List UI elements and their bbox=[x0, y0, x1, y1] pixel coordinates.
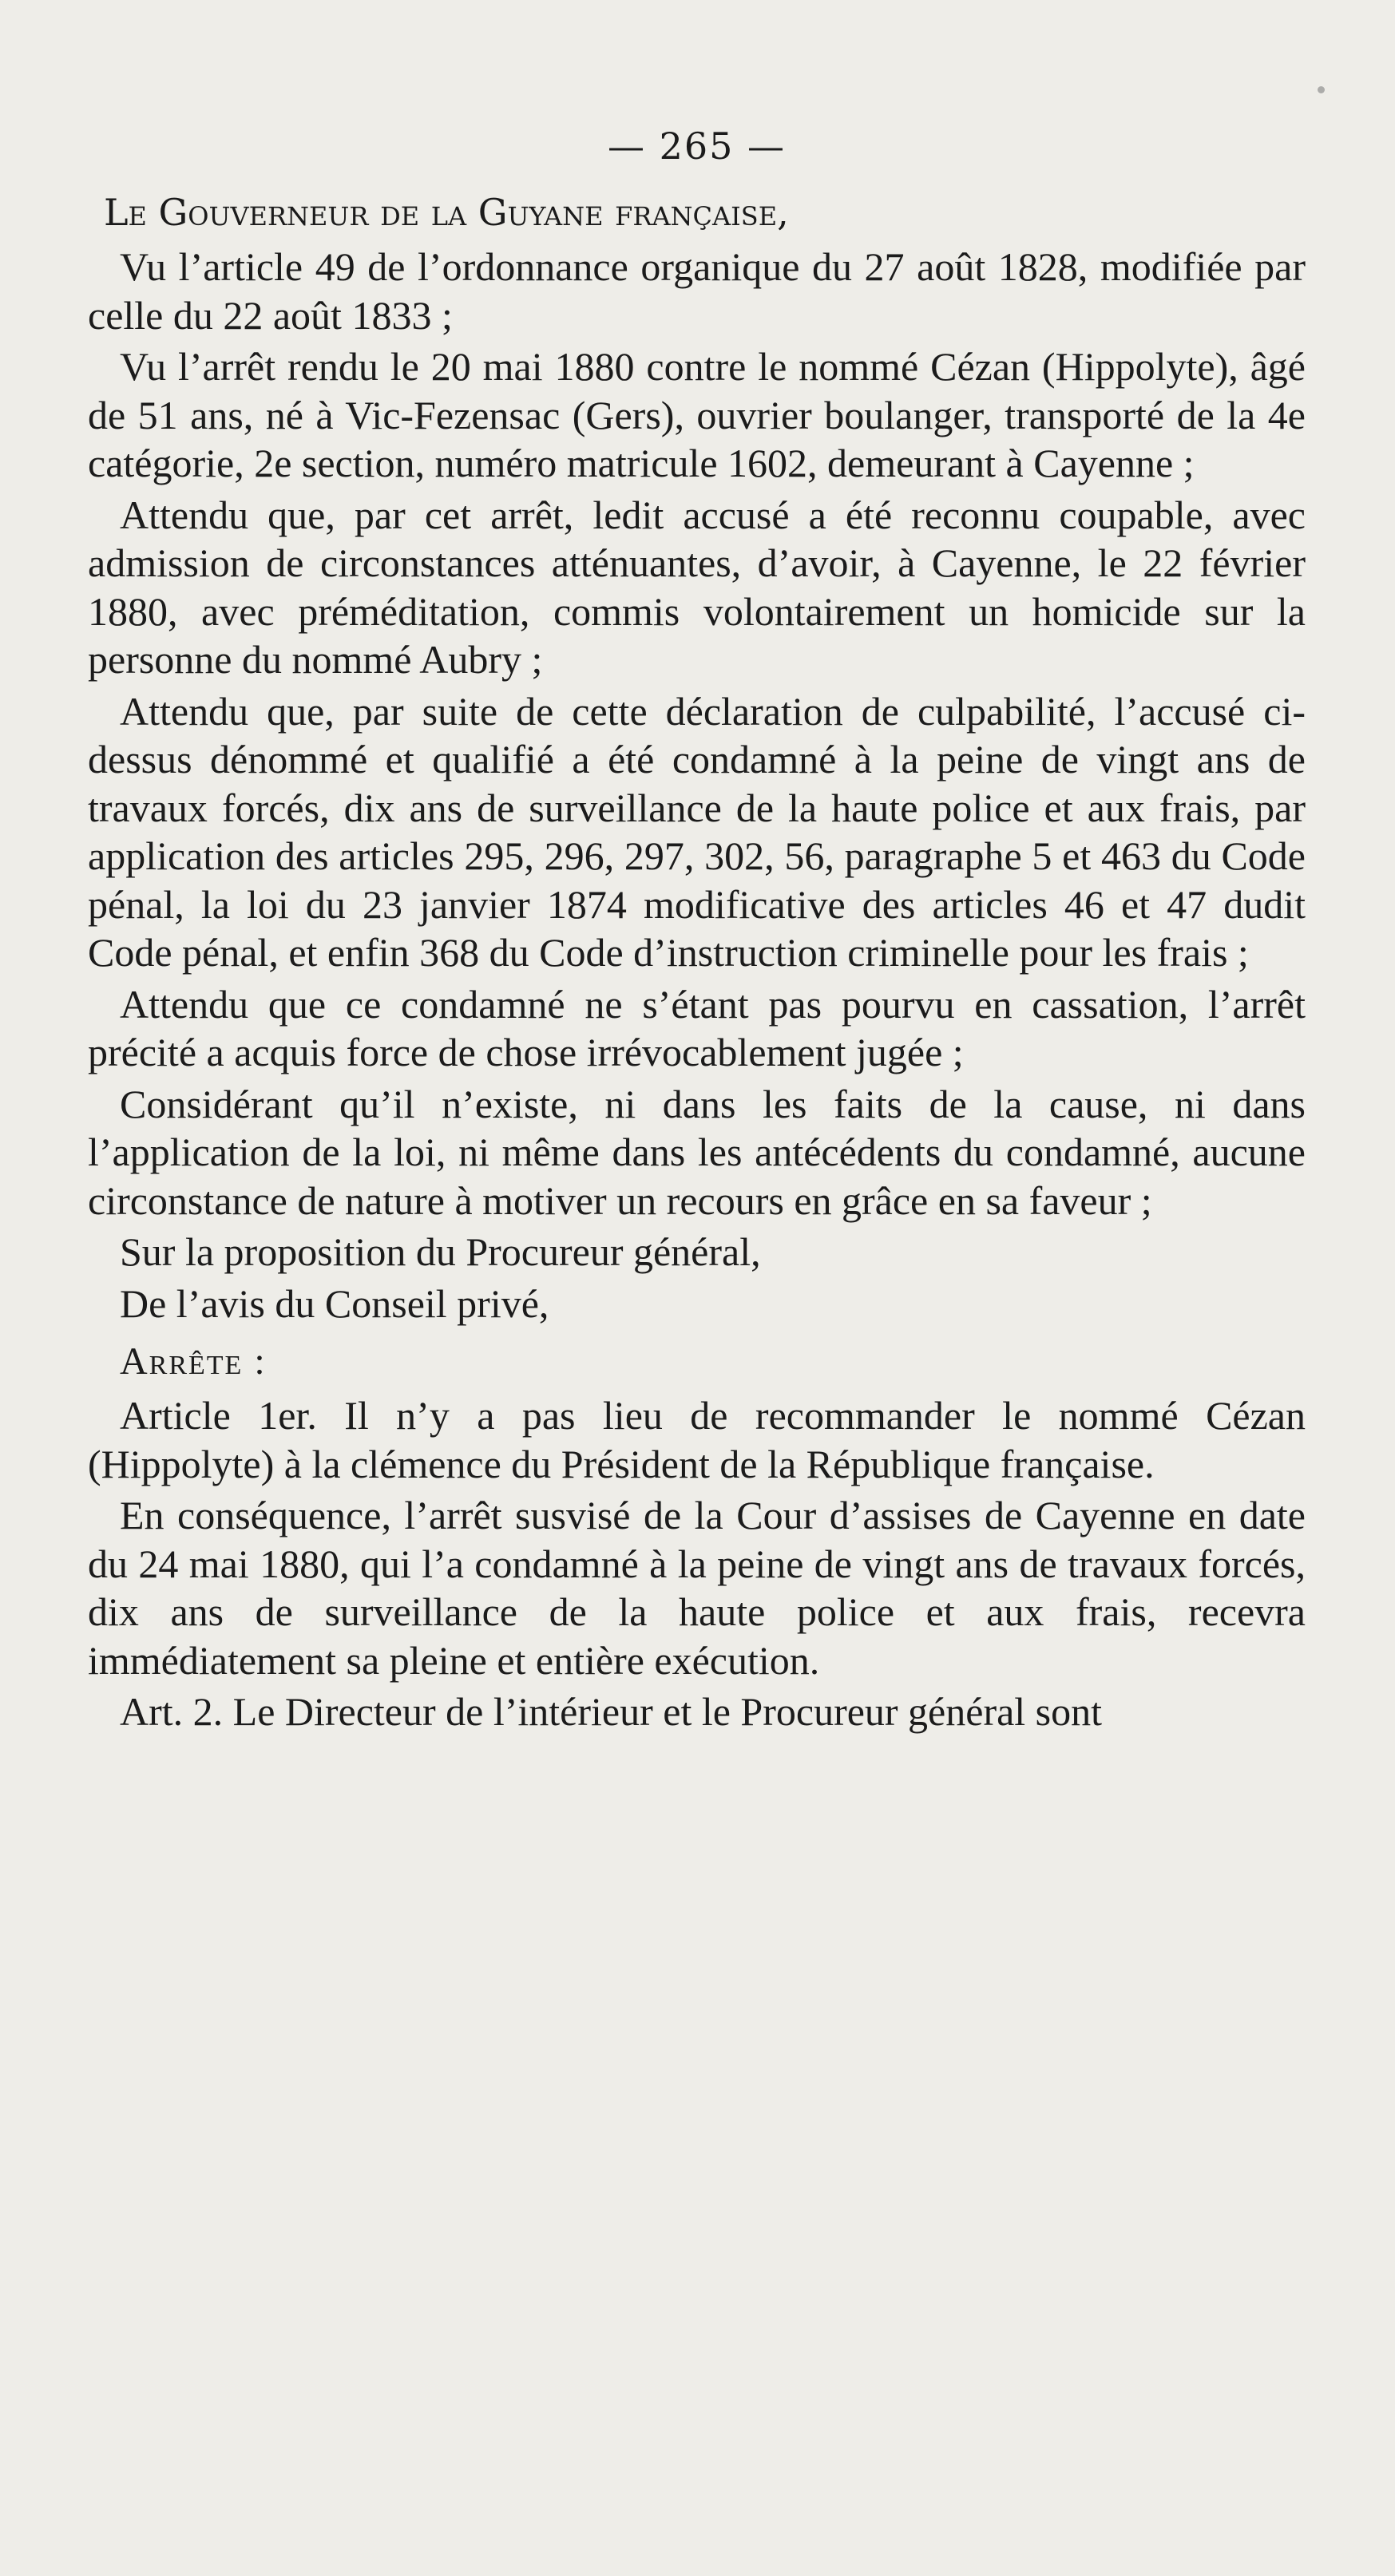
decree-heading: Le Gouverneur de la Guyane française, bbox=[104, 191, 789, 234]
arrete-label: Arrête : bbox=[120, 1340, 267, 1383]
paragraph-vu-arret: Vu l’arrêt rendu le 20 mai 1880 contre le nommé Cézan (Hippolyte), âgé de 51 ans, né à Vic-Fezensac (Gers), ouvrier boulanger, transporté de la 4e catégorie, 2e section, numéro matricule 1602, demeurant à Cayenne ; bbox=[88, 344, 1306, 485]
paragraph-considerant: Considérant qu’il n’existe, ni dans les faits de la cause, ni dans l’application de la loi, ni même dans les antécédents du condamné, aucune circonstance de nature à motiver un recours en grâce en sa faveur ; bbox=[88, 1081, 1306, 1223]
paragraph-attendu-condamne: Attendu que, par suite de cette déclaration de culpabilité, l’accusé ci-dessus dénommé et qualifié a été condamné à la peine de vingt ans de travaux forcés, dix ans de surveillance de la haute police et aux frais, par application des articles 295, 296, 297, 302, 56, paragraphe 5 et 463 du Code pénal, la loi du 23 janvier 1874 modificative des articles 46 et 47 dudit Code pénal, et enfin 368 du Code d’instruction criminelle pour les frais ; bbox=[88, 688, 1306, 975]
paragraph-attendu-cassation: Attendu que ce condamné ne s’étant pas pourvu en cassation, l’arrêt précité a acquis force de chose irrévocablement jugée ; bbox=[88, 981, 1306, 1074]
paragraph-article-1: Article 1er. Il n’y a pas lieu de recommander le nommé Cézan (Hippolyte) à la clémence du Président de la République française. bbox=[88, 1393, 1306, 1486]
paragraph-vu-article: Vu l’article 49 de l’ordonnance organique du 27 août 1828, modifiée par celle du 22 août 1833 ; bbox=[88, 244, 1306, 338]
paragraph-proposition: Sur la proposition du Procureur général, bbox=[120, 1229, 761, 1274]
paragraph-article-2: Art. 2. Le Directeur de l’intérieur et le Procureur général sont bbox=[120, 1689, 1103, 1734]
page-number: — 265 — bbox=[607, 125, 787, 168]
paragraph-attendu-coupable: Attendu que, par cet arrêt, ledit accusé a été reconnu coupable, avec admission de circonstances atténuantes, d’avoir, à Cayenne, le 22 février 1880, avec préméditation, commis volontairement un homicide sur la personne du nommé Aubry ; bbox=[88, 492, 1306, 682]
paragraph-avis-conseil: De l’avis du Conseil privé, bbox=[120, 1280, 549, 1326]
ink-spot bbox=[1318, 86, 1325, 93]
document-body bbox=[88, 120, 1306, 1739]
paragraph-consequence: En conséquence, l’arrêt susvisé de la Cour d’assises de Cayenne en date du 24 mai 1880, qui l’a condamné à la peine de vingt ans de travaux forcés, dix ans de surveillance de la haute police et aux frais, recevra immédiatement sa pleine et entière exécution. bbox=[88, 1493, 1306, 1683]
